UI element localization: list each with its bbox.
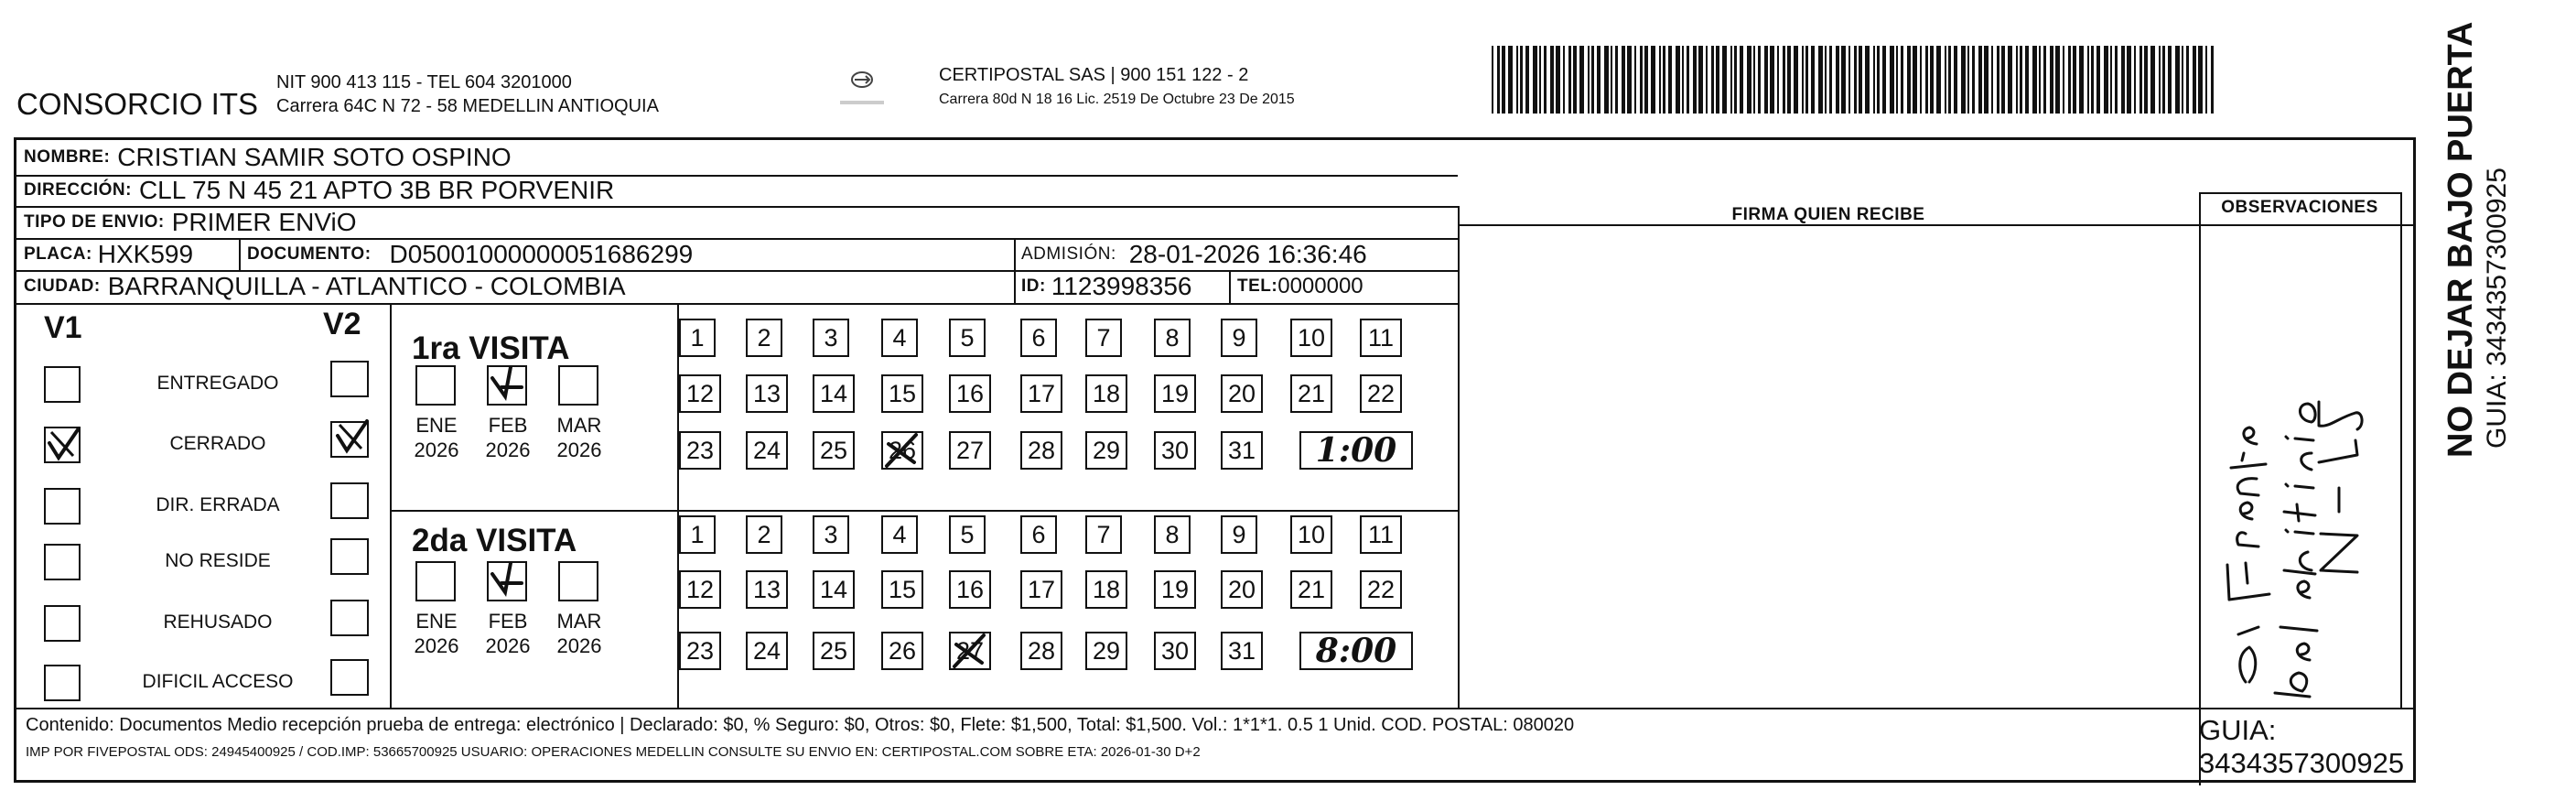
- side-warning: NO DEJAR BAJO PUERTA: [2441, 21, 2480, 458]
- footer-imp: IMP POR FIVEPOSTAL ODS: 24945400925 / COD.IMP: 53665700925 USUARIO: OPERACIONES MEDELLIN CONSULTE SU ENVIO EN: CERTIPOSTAL.COM SOBRE ETA: 2026-01-30 D+2: [26, 744, 1201, 760]
- visit-month-label: ENE 2026: [414, 610, 459, 657]
- id-value: 1123998356: [1051, 272, 1192, 300]
- status-v1-checkbox[interactable]: [44, 366, 81, 403]
- footer-guia: GUIA: 3434357300925: [2199, 713, 2405, 779]
- courier-address: Carrera 80d N 18 16 Lic. 2519 De Octubre 23 De 2015: [939, 92, 1295, 107]
- visit-day-box[interactable]: 15: [881, 374, 923, 413]
- visit-time-box[interactable]: 1:00: [1299, 431, 1413, 470]
- visit-day-box[interactable]: 14: [813, 374, 855, 413]
- placa-value: HXK599: [97, 239, 194, 268]
- visit-month-checkbox[interactable]: [558, 365, 598, 406]
- visit-time-box[interactable]: 8:00: [1299, 632, 1413, 670]
- firma-label: FIRMA QUIEN RECIBE: [1731, 205, 1925, 224]
- visit-day-box[interactable]: 16: [949, 570, 991, 609]
- visit-day-box[interactable]: 29: [1085, 431, 1127, 470]
- visit-day-box[interactable]: 3: [813, 319, 849, 357]
- visit-day-box[interactable]: 22: [1360, 374, 1402, 413]
- status-label: DIFICIL ACCESO: [142, 671, 294, 692]
- visit-day-box[interactable]: 28: [1020, 431, 1062, 470]
- visit-day-box[interactable]: 3: [813, 515, 849, 554]
- visit-day-box[interactable]: 6: [1020, 319, 1057, 357]
- visit-day-box[interactable]: 7: [1085, 319, 1122, 357]
- status-v1-checkbox[interactable]: [44, 544, 81, 580]
- visit-month-label: MAR 2026: [556, 610, 602, 657]
- visit-day-box[interactable]: 29: [1085, 632, 1127, 670]
- visit-day-box[interactable]: 27: [949, 431, 991, 470]
- visit-day-box[interactable]: 24: [746, 632, 788, 670]
- visit-day-box[interactable]: 12: [679, 570, 721, 609]
- visit-day-box[interactable]: 2: [746, 319, 782, 357]
- visit-day-box[interactable]: 22: [1360, 570, 1402, 609]
- v1-label: V1: [44, 310, 82, 345]
- visit-day-box[interactable]: 2: [746, 515, 782, 554]
- status-label: REHUSADO: [163, 612, 273, 633]
- footer-contenido: Contenido: Documentos Medio recepción prueba de entrega: electrónico | Declarado: $0, % Seguro: $0, Otros: $0, Flete: $1,500, Total: $1,500. Vol.: 1*1*1. 0.5 1 Unid. COD. POSTAL: 080020: [26, 715, 1575, 735]
- status-v1-checkbox[interactable]: [44, 605, 81, 642]
- visit-day-box[interactable]: 27: [949, 632, 991, 670]
- visit-day-mark: [879, 429, 925, 471]
- company-name: CONSORCIO ITS: [16, 87, 259, 121]
- status-label: CERRADO: [169, 433, 266, 454]
- side-guia: GUIA: 3434357300925: [2482, 168, 2512, 449]
- tipo-envio: PRIMER ENViO: [171, 207, 357, 236]
- visit-day-box[interactable]: 23: [679, 632, 721, 670]
- nombre-label: NOMBRE:: [24, 147, 111, 167]
- v2-label: V2: [323, 307, 361, 341]
- visit-day-box[interactable]: 30: [1154, 431, 1196, 470]
- delivery-form: [14, 137, 2416, 783]
- status-v2-checkbox[interactable]: [330, 600, 369, 636]
- visit-month-mark: [485, 556, 531, 601]
- visit-day-box[interactable]: 26: [881, 632, 923, 670]
- visit-month-checkbox[interactable]: [558, 561, 598, 601]
- visit-day-box[interactable]: 10: [1290, 319, 1332, 357]
- visit-day-box[interactable]: 19: [1154, 374, 1196, 413]
- visit-day-box[interactable]: 1: [679, 515, 716, 554]
- visit-month-checkbox[interactable]: [415, 561, 456, 601]
- visit-month-checkbox[interactable]: [415, 365, 456, 406]
- tel-label: TEL:: [1237, 276, 1278, 296]
- direccion-label: DIRECCIÓN:: [24, 180, 132, 200]
- visit-day-box[interactable]: 4: [881, 515, 918, 554]
- status-v2-checkbox[interactable]: [330, 482, 369, 519]
- visit-day-box[interactable]: 5: [949, 515, 986, 554]
- barcode: [1492, 46, 2224, 114]
- visit-day-box[interactable]: 19: [1154, 570, 1196, 609]
- visit-day-box[interactable]: 8: [1154, 319, 1191, 357]
- status-v1-checkbox[interactable]: [44, 488, 81, 525]
- company-address: Carrera 64C N 72 - 58 MEDELLIN ANTIOQUIA: [276, 96, 659, 116]
- visit-day-box[interactable]: 13: [746, 570, 788, 609]
- visit-day-box[interactable]: 25: [813, 632, 855, 670]
- visit-day-box[interactable]: 13: [746, 374, 788, 413]
- visit-day-box[interactable]: 12: [679, 374, 721, 413]
- visit-month-label: FEB 2026: [485, 610, 531, 657]
- courier-name: CERTIPOSTAL SAS | 900 151 122 - 2: [939, 65, 1249, 85]
- visit-day-box[interactable]: 18: [1085, 374, 1127, 413]
- visit-day-box[interactable]: 9: [1221, 319, 1257, 357]
- visit-month-label: ENE 2026: [414, 414, 459, 461]
- visit-month-mark: [485, 360, 531, 406]
- visit-month-label: FEB 2026: [485, 414, 531, 461]
- status-v2-checkbox[interactable]: [330, 361, 369, 397]
- visit-day-box[interactable]: 16: [949, 374, 991, 413]
- visit1-title: 1ra VISITA: [412, 330, 570, 366]
- visit-day-box[interactable]: 11: [1360, 515, 1402, 554]
- visit-day-box[interactable]: 31: [1221, 632, 1263, 670]
- status-v2-checkbox[interactable]: [330, 538, 369, 575]
- visit-day-box[interactable]: 5: [949, 319, 986, 357]
- visit-day-box[interactable]: 8: [1154, 515, 1191, 554]
- visit-day-box[interactable]: 6: [1020, 515, 1057, 554]
- visit-day-box[interactable]: 11: [1360, 319, 1402, 357]
- status-label: ENTREGADO: [156, 373, 279, 394]
- status-v2-check-mark: [332, 417, 372, 458]
- visit-day-box[interactable]: 17: [1020, 374, 1062, 413]
- tel-value: 0000000: [1277, 274, 1363, 298]
- ciudad-label: CIUDAD:: [24, 276, 101, 296]
- visit-day-box[interactable]: 9: [1221, 515, 1257, 554]
- tipo-envio-label: TIPO DE ENVIO:: [24, 211, 165, 232]
- visit-day-box[interactable]: 7: [1085, 515, 1122, 554]
- visit-day-box[interactable]: 30: [1154, 632, 1196, 670]
- visit-day-box[interactable]: 25: [813, 431, 855, 470]
- visit-day-box[interactable]: 24: [746, 431, 788, 470]
- visit-month-label: MAR 2026: [556, 414, 602, 461]
- status-v2-checkbox[interactable]: [330, 659, 369, 696]
- visit-day-box[interactable]: 15: [881, 570, 923, 609]
- visit-day-box[interactable]: 18: [1085, 570, 1127, 609]
- observaciones-label: OBSERVACIONES: [2221, 198, 2378, 217]
- documento-value: D05001000000051686299: [389, 239, 694, 268]
- recipient-name: CRISTIAN SAMIR SOTO OSPINO: [117, 143, 512, 171]
- status-label: NO RESIDE: [165, 550, 271, 571]
- visit-day-box[interactable]: 31: [1221, 431, 1263, 470]
- visit-day-mark: [947, 630, 993, 672]
- status-label: DIR. ERRADA: [156, 494, 280, 515]
- visit-day-box[interactable]: 20: [1221, 570, 1263, 609]
- ciudad-value: BARRANQUILLA - ATLANTICO - COLOMBIA: [107, 272, 626, 300]
- signature-area[interactable]: [1462, 228, 2194, 704]
- visit2-title: 2da VISITA: [412, 523, 577, 558]
- courier-logo: [835, 64, 889, 114]
- status-v1-checkbox[interactable]: [44, 665, 81, 701]
- observaciones-handwriting: [2202, 224, 2399, 708]
- visit-day-box[interactable]: 4: [881, 319, 918, 357]
- company-nit: NIT 900 413 115 - TEL 604 3201000: [276, 72, 572, 92]
- status-v1-check-mark: [44, 425, 84, 465]
- visit-day-box[interactable]: 14: [813, 570, 855, 609]
- admision-label: ADMISIÓN:: [1021, 244, 1116, 264]
- id-label: ID:: [1021, 276, 1046, 296]
- visit-day-box[interactable]: 21: [1290, 374, 1332, 413]
- placa-label: PLACA:: [24, 244, 92, 264]
- admision-value: 28-01-2026 16:36:46: [1128, 239, 1367, 268]
- visit-day-box[interactable]: 20: [1221, 374, 1263, 413]
- visit-day-box[interactable]: 28: [1020, 632, 1062, 670]
- documento-label: DOCUMENTO:: [247, 244, 372, 264]
- visit-day-box[interactable]: 21: [1290, 570, 1332, 609]
- recipient-address: CLL 75 N 45 21 APTO 3B BR PORVENIR: [138, 176, 615, 204]
- visit-day-box[interactable]: 23: [679, 431, 721, 470]
- visit-day-box[interactable]: 1: [679, 319, 716, 357]
- visit-day-box[interactable]: 26: [881, 431, 923, 470]
- visit-day-box[interactable]: 10: [1290, 515, 1332, 554]
- visit-day-box[interactable]: 17: [1020, 570, 1062, 609]
